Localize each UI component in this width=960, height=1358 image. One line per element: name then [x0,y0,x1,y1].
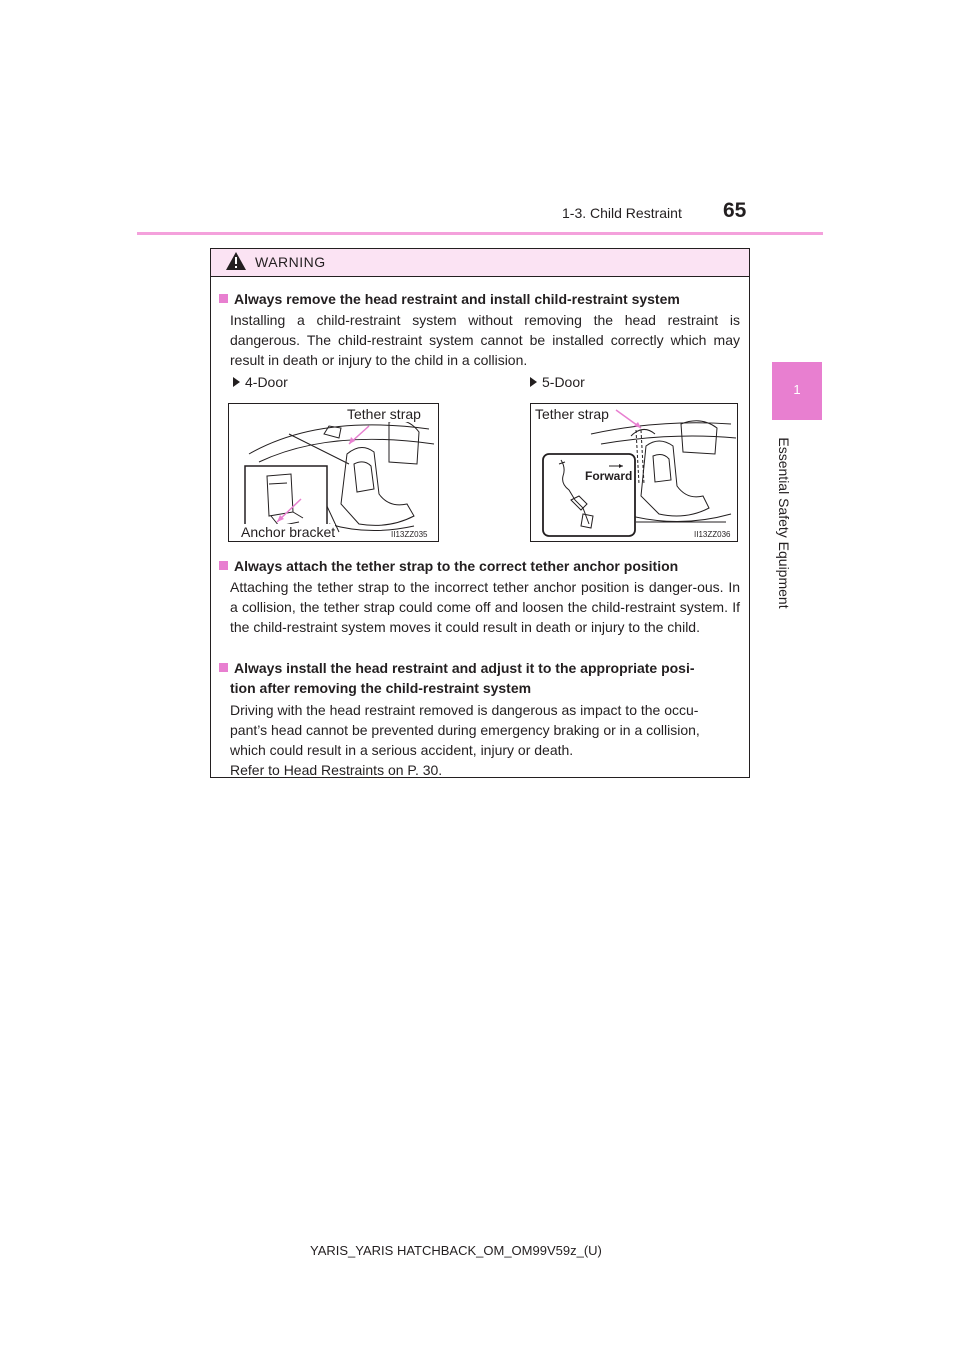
page-number: 65 [723,199,747,222]
warning-item-heading-continued: tion after removing the child-restraint system [230,680,532,696]
child-seat-5-door-illustration [531,404,737,541]
bullet-square-icon [219,663,228,672]
warning-item-body: Installing a child-restraint system without removing the head restraint is dangerous. The child-restraint system cannot be installed correctly which may result in death or injury to the child in a collision. [230,312,740,368]
warning-item-body [230,700,740,780]
arrow-right-icon [233,377,240,387]
warning-item-heading: Always install the head restraint and adjust it to the appropriate posi- [219,658,739,678]
chapter-number: 1 [793,382,801,397]
warning-item-heading: Always attach the tether strap to the correct tether anchor position [219,556,739,576]
figure-label: 4-Door [233,374,288,390]
section-title: 1-3. Child Restraint [562,205,682,221]
callout-forward: Forward [585,469,633,483]
callout-anchor-bracket: Anchor bracket [241,524,336,540]
body-line: which could result in a serious accident, injury or death. [230,742,574,758]
figure-5-door [530,403,738,542]
body-line: pant’s head cannot be prevented during emergency braking or in a collision, [230,722,700,738]
arrow-right-icon [530,377,537,387]
child-seat-4-door-illustration [229,404,438,541]
body-line: Refer to Head Restraints on P. 30. [230,762,443,778]
footer-text: YARIS_YARIS HATCHBACK_OM_OM99V59z_(U) [310,1243,602,1258]
warning-triangle-icon [225,251,247,271]
warning-item-body: Attaching the tether strap to the incorrect tether anchor position is danger-ous. In a collision, the tether strap could come off and loosen the child-restraint system. If the child-restraint system moves it could result in death or injury to the child. [230,579,740,635]
callout-tether-strap: Tether strap [347,406,421,422]
figure-label: 5-Door [530,374,585,390]
body-line: Driving with the head restraint removed is dangerous as impact to the occu- [230,702,699,718]
callout-tether-strap: Tether strap [535,406,609,422]
chapter-side-label [773,430,795,616]
figure-code: II13ZZ036 [694,530,731,539]
bullet-square-icon [219,294,228,303]
chapter-title: Essential Safety Equipment [776,437,792,609]
bullet-square-icon [219,561,228,570]
figure-code: II13ZZ035 [391,530,428,539]
warning-title: WARNING [255,254,326,270]
header-rule [137,232,823,235]
figure-4-door [228,403,439,542]
warning-item-heading: Always remove the head restraint and install child-restraint system [219,289,739,309]
